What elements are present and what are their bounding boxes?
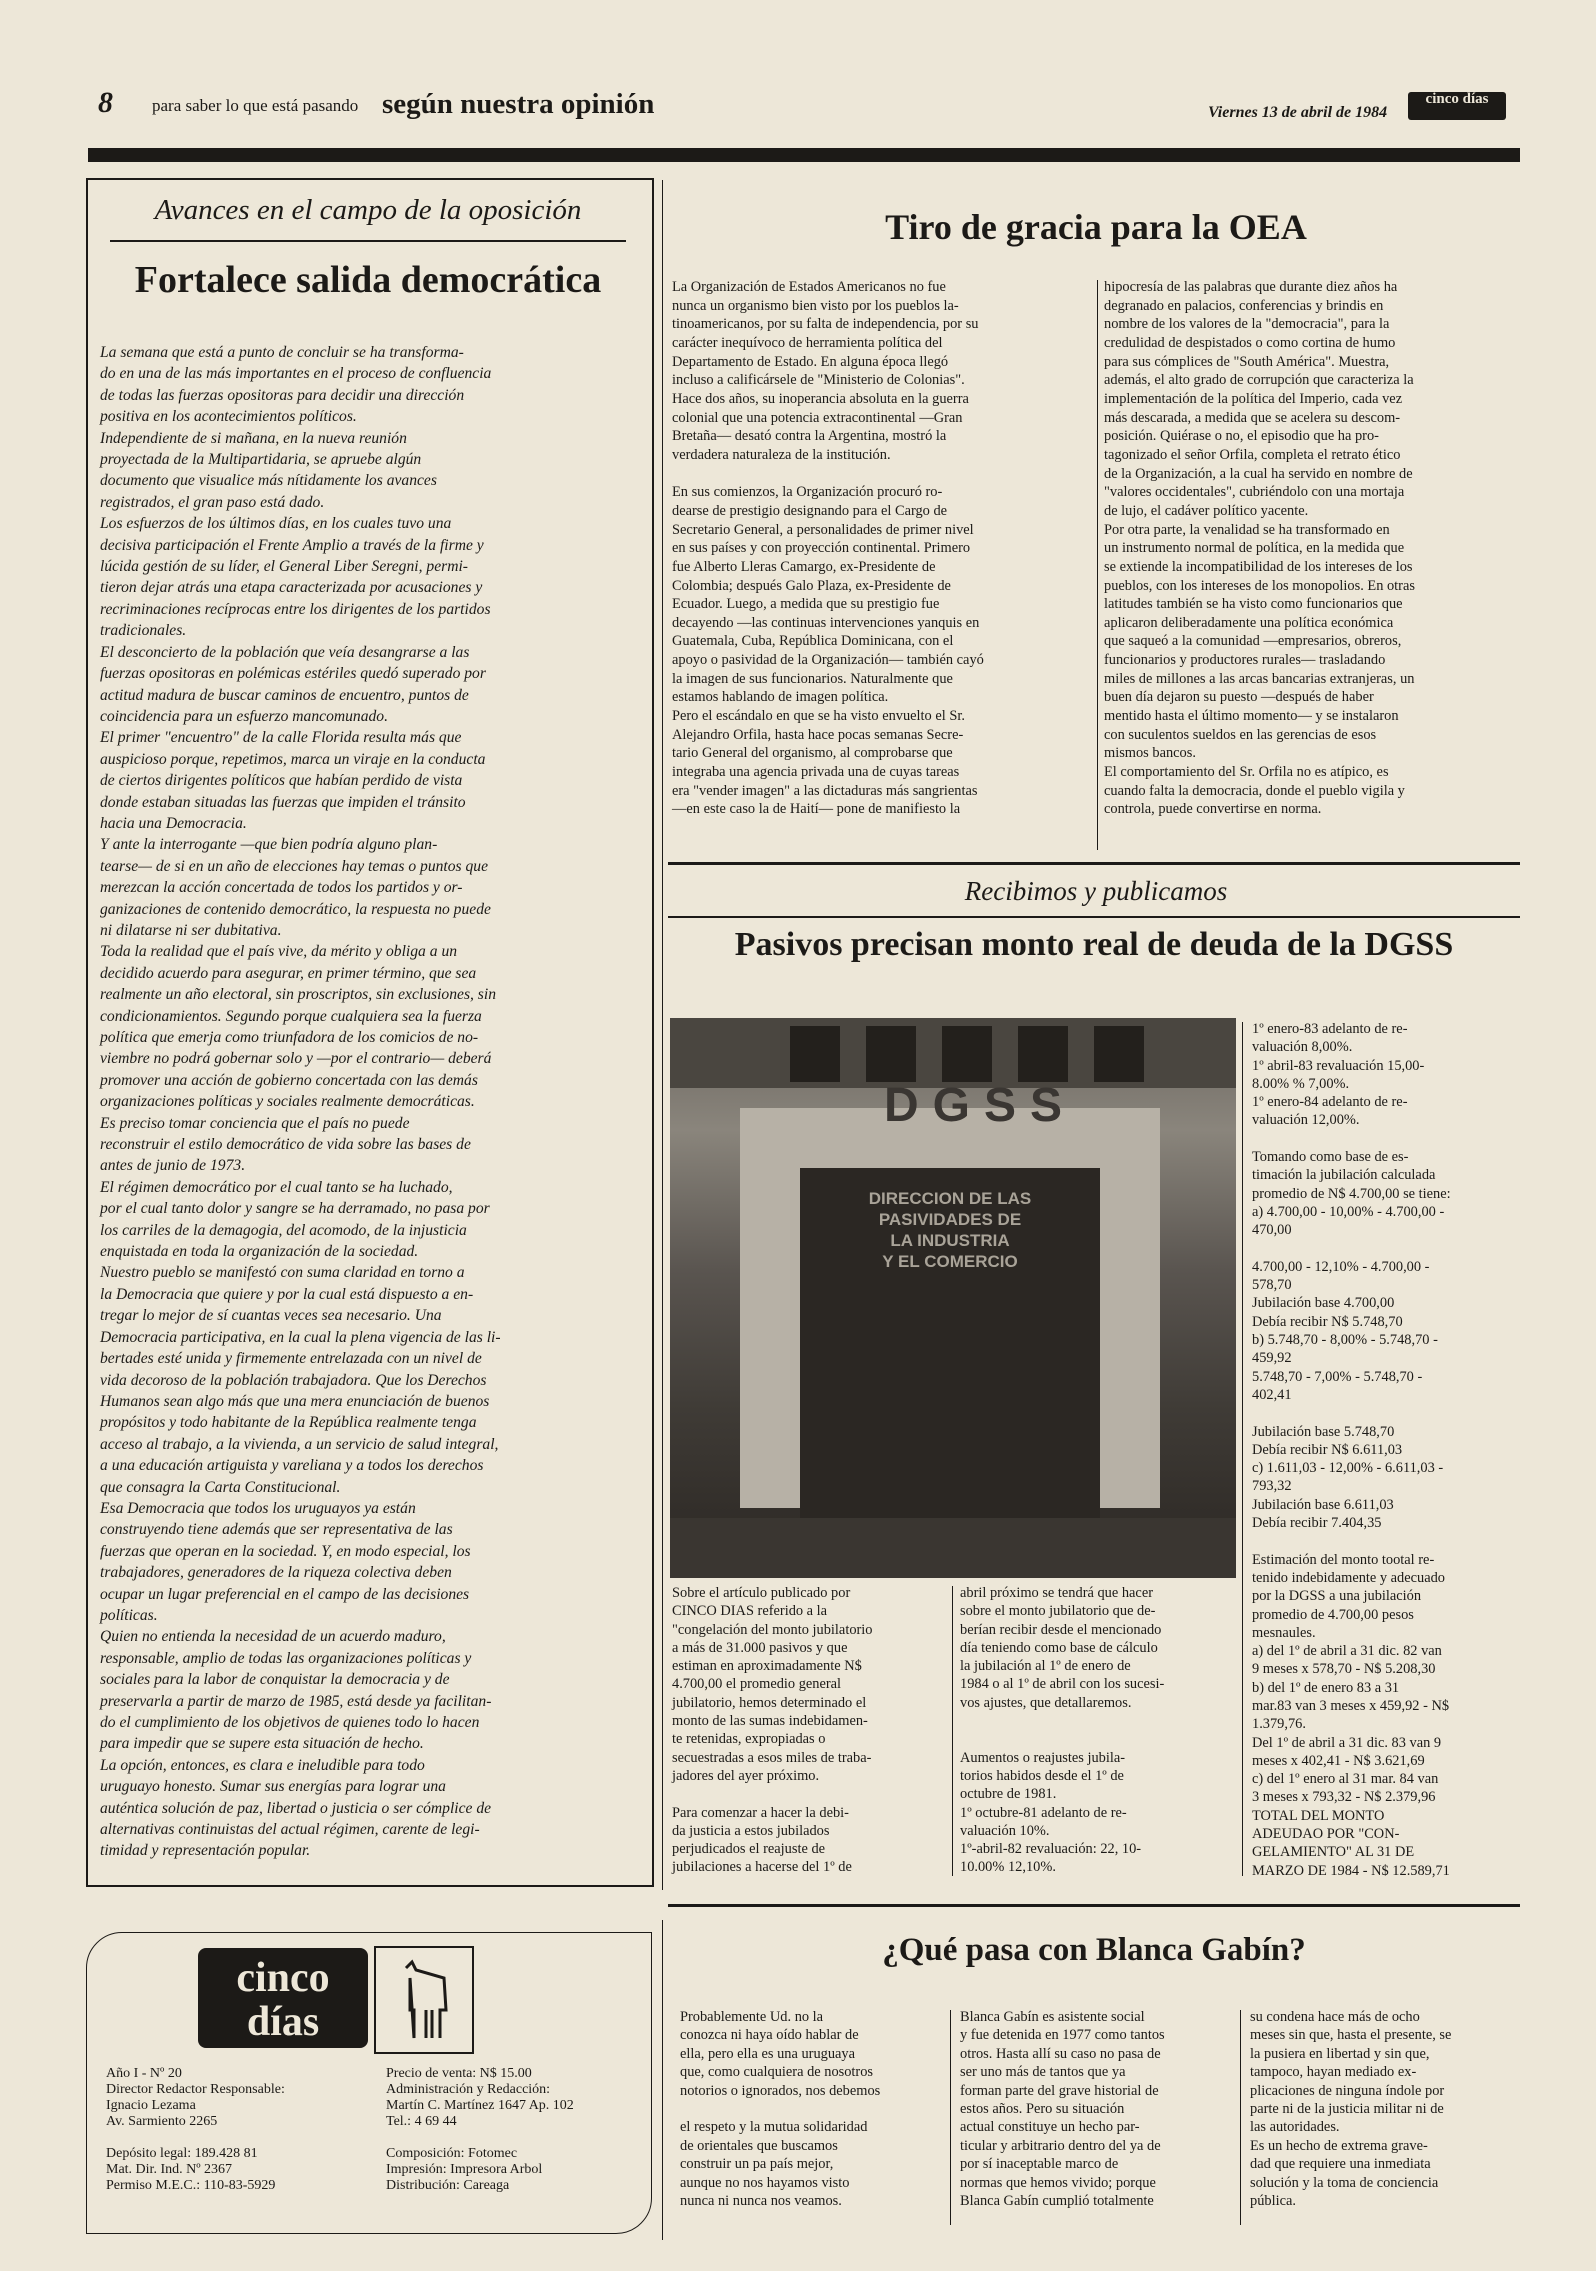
- gabin-column-1: Probablemente Ud. no la conozca ni haya oído hablar de ella, pero ella es una uruguaya que, como cualquiera de nosotros notorios o ignorados, nos debemos el respeto y la mutua solidaridad de orientales que buscamos construir un pa país mejor, aunque no nos hayamos visto nunca ni nunca nos veamos.: [680, 2009, 881, 2210]
- gabin-column-2: Blanca Gabín es asistente social y fue detenida en 1977 como tantos otros. Hasta allí su caso no pasa de ser uno más de tantos que ya forman parte del grave historial de estos años. Pero su situación actual constituye un hecho par- ticular y arbitrario dentro del ya de por sí inaceptable marco de normas que hemos vivido; porque Blanca Gabín cumplió totalmente: [960, 2009, 1165, 2210]
- editorial-body: La semana que está a punto de concluir se ha transforma- do en una de las más importantes en el proceso de confluencia de todas las fuerzas opositoras para decidir una dirección positiva en los acontecimientos políticos. Independiente de si mañana, en la nueva reunión proyectada de la Multipartidaria, se apruebe algún documento que visualice más nítidamente los avances registrados, el gran paso está dado. Los esfuerzos de los últimos días, en los cuales tuvo una decisiva participación el Frente Amplio a través de la firme y lúcida gestión de su líder, el General Liber Seregni, permi- tieron dejar atrás una etapa caracterizada por acusaciones y recriminaciones recíprocas entre los dirigentes de los partidos tradicionales. El desconcierto de la población que veía desangrarse a las fuerzas opositoras en polémicas estériles quedó superado por actitud madura de buscar caminos de encuentro, puntos de coincidencia para un esfuerzo mancomunado. El primer "encuentro" de la calle Florida resulta más que auspicioso porque, repetimos, marca un viraje en la conducta de ciertos dirigentes políticos que habían perdido de vista donde estaban situadas las fuerzas que impiden el tránsito hacia una Democracia. Y ante la interrogante —que bien podría alguno plan- tearse— de si en un año de elecciones hay temas o puntos que merezcan la acción concertada de todos los partidos y or- ganizaciones de contenido democrático, la respuesta no puede ni dilatarse ni ser dubitativa. Toda la realidad que el país vive, da mérito y obliga a un decidido acuerdo para asegurar, en primer término, que sea realmente un año electoral, sin proscriptos, sin exclusiones, sin condicionamientos. Segundo porque cualquiera sea la fuerza política que emerja como triunfadora de los comicios de no- viembre no podrá gobernar solo y —por el contrario— deberá promover una acción de gobierno concertada con las demás organizaciones políticas y sociales realmente democráticas. Es preciso tomar conciencia que el país no puede reconstruir el estilo democrático de vida sobre las bases de antes de junio de 1973. El régimen democrático por el cual tanto se ha luchado, por el cual tanto dolor y sangre se ha derramado, no pasa por los carriles de la demagogia, del acomodo, de la injusticia enquistada en toda la organización de la sociedad. Nuestro pueblo se manifestó con suma claridad en torno a la Democracia que quiere y por la cual está dispuesto a en- tregar lo mejor de sí cuantas veces sea necesario. Una Democracia participativa, en la cual la plena vigencia de las li- bertades esté unida y firmemente entrelazada con un nivel de vida decoroso de la población trabajadora. Que los Derechos Humanos sean algo más que una mera enunciación de buenos propósitos y todo habitante de la República realmente tenga acceso al trabajo, a la vivienda, a un servicio de salud integral, a una educación artiguista y vareliana y a todos los derechos que consagra la Carta Constitucional. Esa Democracia que todos los uruguayos ya están construyendo tiene además que ser representativa de las fuerzas que operan en la sociedad. Y, en modo especial, los trabajadores, generadores de la riqueza colectiva deben ocupar un lugar preferencial en el campo de las decisiones políticas. Quien no entienda la necesidad de un acuerdo maduro, responsable, amplio de todas las organizaciones políticas y sociales para la labor de conquistar la democracia y de preservarla a partir de marzo de 1985, está desde ya facilitan- do el cumplimiento de los objetivos de quienes todo lo hacen para impedir que se supere esta situación de hecho. La opción, entonces, es clara e ineludible para todo uruguayo honesto. Sumar sus energías para lograr una auténtica solución de paz, libertad o justicia o ser cómplice de alternativas continuistas del actual régimen, carente de legi- timidad y representación popular.: [100, 344, 501, 1860]
- masthead-left-text: Año I - Nº 20 Director Redactor Responsable: Ignacio Lezama Av. Sarmiento 2265 Depósito legal: 189.428 81 Mat. Dir. Ind. Nº 2367 Permiso M.E.C.: 110-83-5929: [106, 2066, 285, 2193]
- gabin-headline: ¿Qué pasa con Blanca Gabín?: [882, 1932, 1306, 1968]
- editorial-kicker-rule: [110, 240, 626, 242]
- dgss-column-a: Sobre el artículo publicado por CINCO DIAS referido a la "congelación del monto jubilatorio a más de 31.000 pasivos y que estiman en aproximadamente N$ 4.700,00 el promedio general jubilatorio, hemos determinado el monto de las sumas indebidamen- te retenidas, expropiadas o secuestradas a esos miles de traba- jadores del ayer próximo. Para comenzar a hacer la debi- da justicia a estos jubilados perjudicados el reajuste de jubilaciones a hacerse del 1º de: [672, 1585, 873, 1876]
- dgss-bottom-rule: [668, 1904, 1520, 1907]
- photo-window-4: [1018, 1026, 1068, 1082]
- oea-column-1: La Organización de Estados Americanos no fue nunca un organismo bien visto por los pueblos la- tinoamericanos, por su falta de independencia, por su carácter inequívoco de herramienta política del Departamento de Estado. En alguna época llegó incluso a calificársele de "Ministerio de Colonias". Hace dos años, su inoperancia absoluta en la guerra colonial que una potencia extracontinental —Gran Bretaña— desató contra la Argentina, mostró la verdadera naturaleza de la institución. En sus comienzos, la Organización procuró ro- dearse de prestigio designando para el Cargo de Secretario General, a personalidades de primer nivel en sus países y con proyección continental. Primero fue Alberto Lleras Camargo, ex-Presidente de Colombia; después Galo Plaza, ex-Presidente de Ecuador. Luego, a medida que su prestigio fue decayendo —las continuas intervenciones yanquis en Guatemala, Cuba, República Dominicana, con el apoyo o pasividad de la Organización— también cayó la imagen de sus funcionarios. Naturalmente que estamos hablando de imagen política. Pero el escándalo en que se ha visto envuelto el Sr. Alejandro Orfila, hasta hace pocas semanas Secre- tario General del organismo, al comprobarse que integraba una agencia privada una de cuyas tareas era "vender imagen" a las dictaduras más sangrientas —en este caso la de Haití— pone de manifiesto la: [672, 279, 984, 818]
- photo-window-3: [942, 1026, 992, 1082]
- column-rule-1: [662, 180, 663, 1890]
- dgss-headline: Pasivos precisan monto real de deuda de la DGSS: [734, 926, 1454, 963]
- page-number: 8: [98, 86, 113, 119]
- photo-window-2: [866, 1026, 916, 1082]
- dgss-column-c: 1º enero-83 adelanto de re- valuación 8,00%. 1º abril-83 revaluación 15,00- 8.00% % 7,00%. 1º enero-84 adelanto de re- valuación 12,00%. Tomando como base de es- timación la jubilación calculada promedio de N$ 4.700,00 se tiene: a) 4.700,00 - 10,00% - 4.700,00 - 470,00 4.700,00 - 12,10% - 4.700,00 - 578,70 Jubilación base 4.700,00 Debía recibir N$ 5.748,70 b) 5.748,70 - 8,00% - 5.748,70 - 459,92 5.748,70 - 7,00% - 5.748,70 - 402,41 Jubilación base 5.748,70 Debía recibir N$ 6.611,03 c) 1.611,03 - 12,00% - 6.611,03 - 793,32 Jubilación base 6.611,03 Debía recibir 7.404,35 Estimación del monto tootal re- tenido indebidamente y adecuado por la DGSS a una jubilación promedio de 4.700,00 pesos mesnaules. a) del 1º de abril a 31 dic. 82 van 9 meses x 578,70 - N$ 5.208,30 b) del 1º de enero 83 a 31 mar.83 van 3 meses x 459,92 - N$ 1.379,76. Del 1º de abril a 31 dic. 83 van 9 meses x 402,41 - N$ 3.621,69 c) del 1º enero al 31 mar. 84 van 3 meses x 793,32 - N$ 2.379,96 TOTAL DEL MONTO ADEUDAO POR "CON- GELAMIENTO" AL 31 DE MARZO DE 1984 - N$ 12.589,71: [1252, 1021, 1451, 1879]
- gabin-column-3: su condena hace más de ocho meses sin que, hasta el presente, se la pusiera en libertad y sin que, tampoco, hayan mediado ex- plicaciones de ninguna índole por parte ni de la justicia militar ni de las autoridades. Es un hecho de extrema grave- dad que requiere una inmediata solución y la toma de conciencia pública.: [1250, 2009, 1452, 2210]
- photo-window-1: [790, 1026, 840, 1082]
- gabin-column-rule-2: [1240, 2010, 1241, 2225]
- oea-column-rule: [1097, 280, 1098, 850]
- gabin-column-rule-1: [950, 2010, 951, 2225]
- oea-column-2: hipocresía de las palabras que durante diez años ha degranado en palacios, conferencias y brindis en nombre de los valores de la "democracia", para la credulidad de despistados o como cortina de humo para sus cómplices de "South América". Muestra, además, el alto grado de corrupción que caracteriza la implementación de la política del Imperio, cada vez más descarada, a medida que se acelera su descom- posición. Quiérase o no, el episodio que ha pro- tagonizado el señor Orfila, completa el retrato ético de la Organización, a la cual ha servido en nombre de "valores occidentales", cubriéndolo con una mortaja de lujo, el cadáver político yacente. Por otra parte, la venalidad se ha transformado en un instrumento normal de política, en la medida que se extiende la incompatibilidad de los intereses de los pueblos, con los intereses de los monopolios. En otras latitudes también se ha visto como funcionarios que aplicaron deliberadamente una política económica que saqueó a la comunidad —empresarios, obreros, funcionarios y productores rurales— trasladando miles de millones a las arcas bancarias extranjeras, un buen día dejaron su puesto —después de haber mentido hasta el último momento— y se instalaron con suculentos sueldos en las gerencias de esos mismos bancos. El comportamiento del Sr. Orfila no es atípico, es cuando falta la democracia, donde el pueblo vigila y controla, puede convertirse en norma.: [1104, 279, 1415, 818]
- dgss-building-photo: [670, 1018, 1236, 1578]
- header-kicker: para saber lo que está pasando: [152, 96, 359, 115]
- masthead-right-text: Precio de venta: N$ 15.00 Administración y Redacción: Martín C. Martínez 1647 Ap. 102 Tel.: 4 69 44 Composición: Fotomec Impresión: Impresora Arbol Distribución: Careaga: [386, 2066, 574, 2193]
- header-date: Viernes 13 de abril de 1984: [1208, 104, 1388, 121]
- header-logo-text: cinco días: [1425, 91, 1489, 107]
- masthead-horse-logo: [374, 1946, 474, 2054]
- header-section: según nuestra opinión: [382, 88, 655, 120]
- photo-steps: [670, 1518, 1236, 1578]
- masthead-logo: [198, 1948, 368, 2048]
- dgss-kicker: Recibimos y publicamos: [964, 876, 1228, 906]
- dgss-column-rule-1: [952, 1586, 953, 1876]
- photo-sign-text: DGSS: [883, 1079, 1077, 1132]
- editorial-headline: Fortalece salida democrática: [134, 259, 602, 301]
- masthead-logo-text: cinco días: [236, 1955, 330, 2045]
- editorial-kicker: Avances en el campo de la oposición: [154, 194, 582, 226]
- oea-bottom-rule: [668, 862, 1520, 865]
- dgss-column-b: abril próximo se tendrá que hacer sobre el monto jubilatorio que de- berían recibir desde el mencionado día teniendo como base de cálculo la jubilación al 1º de enero de 1984 o al 1º de abril con los sucesi- vos ajustes, que detallaremos. Aumentos o reajustes jubila- torios habidos desde el 1º de octubre de 1981. 1º octubre-81 adelanto de re- valuación 10%. 1º-abril-82 revaluación: 22, 10- 10.00% 12,10%.: [960, 1585, 1165, 1876]
- photo-window-5: [1094, 1026, 1144, 1082]
- header-rule: [88, 148, 1520, 162]
- column-rule-2: [662, 1920, 663, 2240]
- dgss-kicker-rule: [668, 916, 1520, 918]
- horse-icon: [376, 1948, 472, 2052]
- oea-headline: Tiro de gracia para la OEA: [885, 207, 1307, 247]
- photo-door-sign: DIRECCION DE LAS PASIVIDADES DE LA INDUSTRIA Y EL COMERCIO: [868, 1189, 1032, 1271]
- header-logo: [1408, 92, 1506, 120]
- dgss-column-rule-2: [1242, 1022, 1243, 1876]
